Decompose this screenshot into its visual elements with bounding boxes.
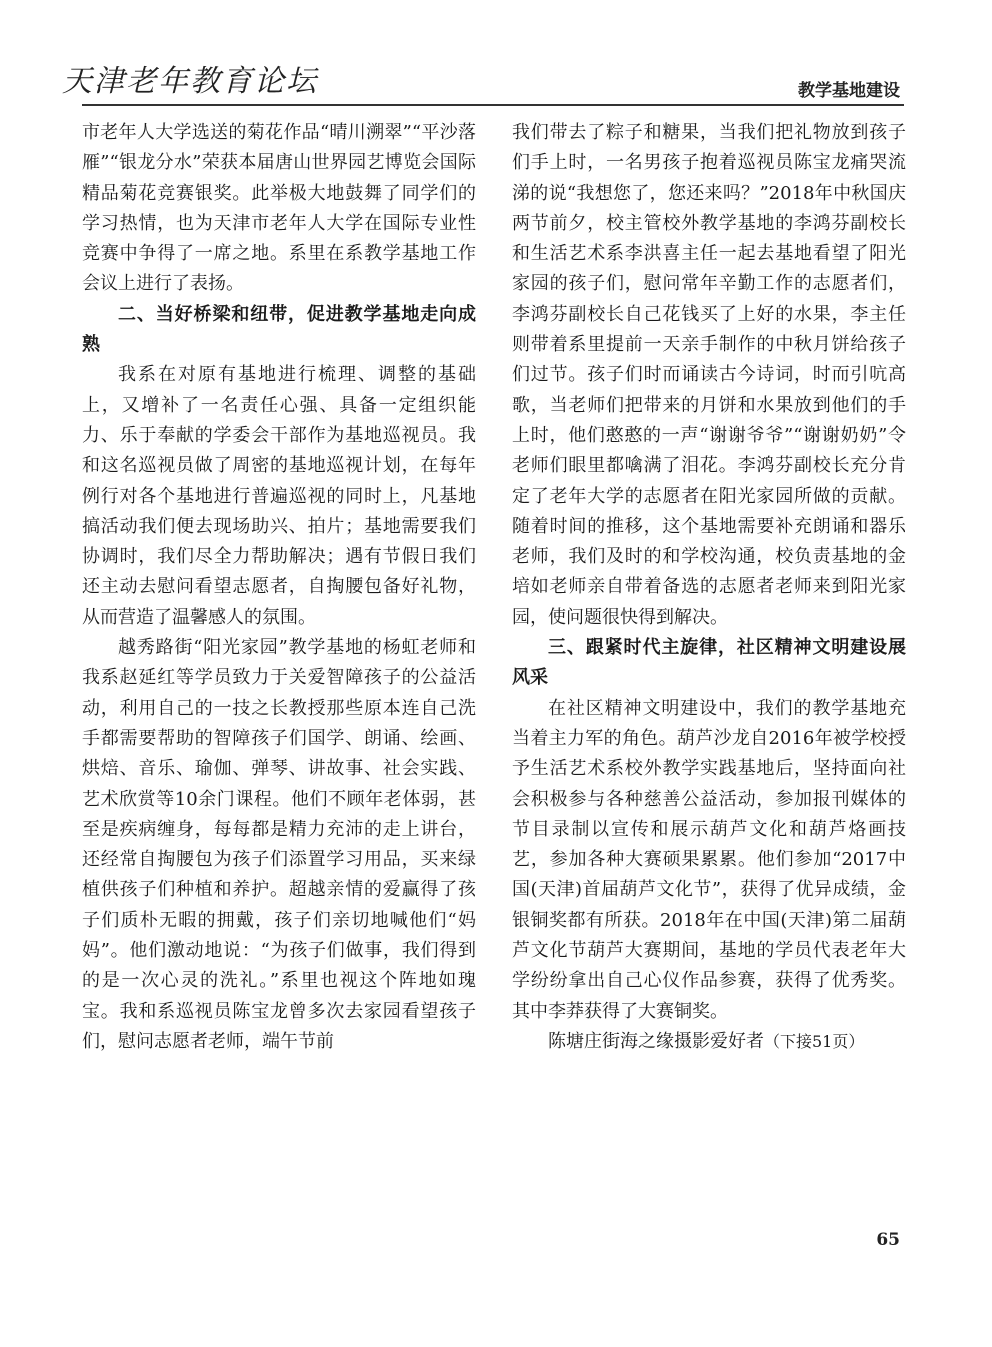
journal-masthead: 天津老年教育论坛 (62, 64, 318, 99)
header-rule (82, 104, 904, 106)
continued-note: （下接51页） (764, 1031, 865, 1051)
paragraph-text: 陈塘庄街海之缘摄影爱好者 (548, 1030, 764, 1052)
paragraph: 越秀路街“阳光家园”教学基地的杨虹老师和我系赵延红等学员致力于关爱智障孩子的公益活动，利用自己的一技之长教授那些原本连自己洗手都需要帮助的智障孩子们国学、朗诵、绘画、烘焙、音乐、瑜伽、弹琴、讲故事、社会实践、艺术欣赏等10余门课程。他们不顾年老体弱，甚至是疾病缠身，每每都是精力充沛的走上讲台，还经常自掏腰包为孩子们添置学习用品，买来绿植供孩子们种植和养护。超越亲情的爱赢得了孩子们质朴无暇的拥戴，孩子们亲切地喊他们“妈妈”。他们激动地说：“为孩子们做事，我们得到的是一次心灵的洗礼。”系里也视这个阵地如瑰宝。我和系巡视员陈宝龙曾多次去家园看望孩子们，慰问志愿者老师，端午节前 (82, 637, 476, 1052)
section-heading: 二、当好桥梁和纽带，促进教学基地走向成熟 (82, 303, 476, 356)
paragraph-continued (512, 1027, 906, 1057)
paragraph: 我系在对原有基地进行梳理、调整的基础上，又增补了一名责任心强、具备一定组织能力、乐于奉献的学委会干部作为基地巡视员。我和这名巡视员做了周密的基地巡视计划，在每年例行对各个基地进行普遍巡视的同时上，凡基地搞活动我们便去现场助兴、拍片；基地需要我们协调时，我们尽全力帮助解决；遇有节假日我们还主动去慰问看望志愿者，自掏腰包备好礼物，从而营造了温馨感人的氛围。 (82, 364, 476, 628)
section-heading: 三、跟紧时代主旋律，社区精神文明建设展风采 (512, 637, 906, 689)
section-title: 教学基地建设 (798, 81, 900, 101)
left-column (82, 118, 476, 1057)
paragraph: 市老年人大学选送的菊花作品“晴川溯翠”“平沙落雁”“银龙分水”荣获本届唐山世界园艺博览会国际精品菊花竞赛银奖。此举极大地鼓舞了同学们的学习热情，也为天津市老年人大学在国际专业性竞赛中争得了一席之地。系里在系教学基地工作会议上进行了表扬。 (82, 122, 476, 295)
paragraph: 我们带去了粽子和糖果，当我们把礼物放到孩子们手上时，一名男孩子抱着巡视员陈宝龙痛哭流涕的说“我想您了，您还来吗？”2018年中秋国庆两节前夕，校主管校外教学基地的李鸿芬副校长和生活艺术系李洪喜主任一起去基地看望了阳光家园的孩子们，慰问常年辛勤工作的志愿者们，李鸿芬副校长自己花钱买了上好的水果，李主任则带着系里提前一天亲手制作的中秋月饼给孩子们过节。孩子们时而诵读古今诗词，时而引吭高歌，当老师们把带来的月饼和水果放到他们的手上时，他们憨憨的一声“谢谢爷爷”“谢谢奶奶”令老师们眼里都噙满了泪花。李鸿芬副校长充分肯定了老年大学的志愿者在阳光家园所做的贡献。随着时间的推移，这个基地需要补充朗诵和器乐老师，我们及时的和学校沟通，校负责基地的金培如老师亲自带着备选的志愿者老师来到阳光家园，使问题很快得到解决。 (512, 122, 906, 628)
right-column (512, 118, 906, 1057)
paragraph: 在社区精神文明建设中，我们的教学基地充当着主力军的角色。葫芦沙龙自2016年被学校授予生活艺术系校外教学实践基地后，坚持面向社会积极参与各种慈善公益活动，参加报刊媒体的节目录制以宣传和展示葫芦文化和葫芦烙画技艺，参加各种大赛硕果累累。他们参加“2017中国(天津)首届葫芦文化节”，获得了优异成绩，金银铜奖都有所获。2018年在中国(天津)第二届葫芦文化节葫芦大赛期间，基地的学员代表老年大学纷纷拿出自己心仪作品参赛，获得了优秀奖。其中李莽获得了大赛铜奖。 (512, 697, 906, 1022)
page-number: 65 (876, 1230, 900, 1250)
